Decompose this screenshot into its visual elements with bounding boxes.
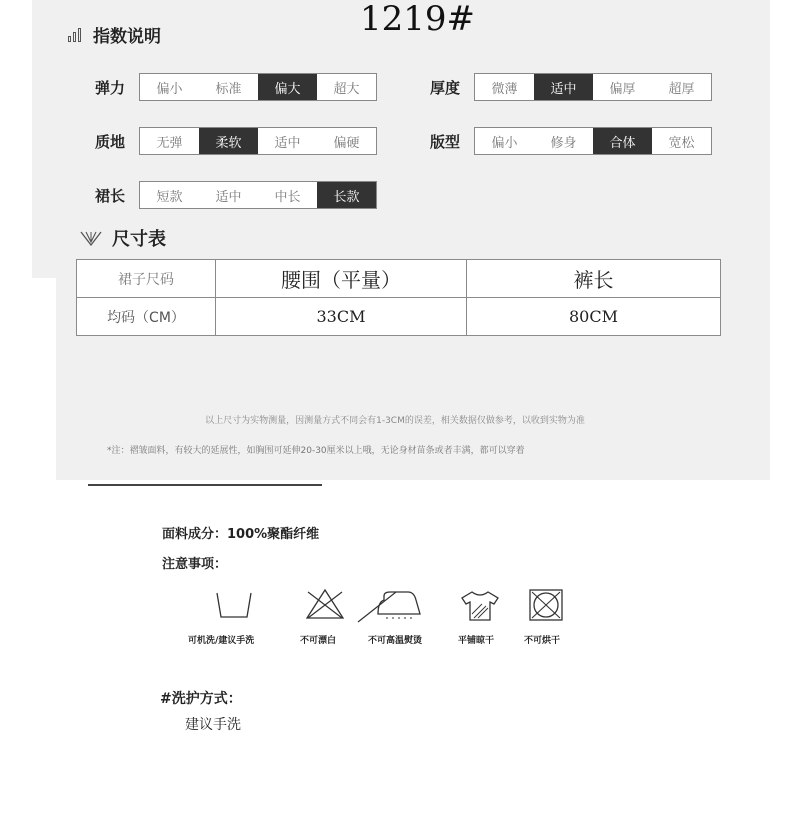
wash-method: 建议手洗: [185, 717, 241, 733]
index-option: 短款: [156, 189, 183, 205]
index-options: [139, 127, 377, 155]
hand-wash-icon: [214, 590, 254, 620]
index-option: 修身: [550, 135, 577, 151]
index-option: 偏小: [491, 135, 518, 151]
index-option: 偏硬: [333, 135, 360, 151]
index-option: 标准: [215, 81, 242, 97]
index-label: 厚度: [430, 78, 461, 97]
index-label: 裙长: [95, 186, 126, 205]
index-option: 适中: [274, 135, 301, 151]
care-title: 注意事项：: [162, 557, 228, 572]
index-row-fit: [430, 127, 712, 155]
care-label: 不可烘干: [524, 636, 561, 646]
table-cell: 均码（CM）: [77, 298, 216, 336]
size-table: [76, 259, 721, 336]
table-cell: 33CM: [216, 298, 467, 336]
size-section-title: 尺寸表: [112, 229, 166, 250]
table-header-cell: 腰围（平量）: [216, 260, 467, 298]
index-option: 适中: [215, 189, 242, 205]
no-bleach-icon: [304, 588, 346, 620]
index-row-thickness: [430, 73, 712, 101]
index-label: 版型: [430, 132, 461, 151]
index-option-selected: 适中: [534, 74, 593, 100]
divider: [88, 484, 322, 486]
index-option: 中长: [274, 189, 301, 205]
dry-flat-icon: [460, 590, 500, 622]
index-options: [139, 73, 377, 101]
index-section-header: [68, 22, 161, 47]
index-option-selected: 合体: [593, 128, 652, 154]
no-high-temp-iron-icon: [356, 588, 426, 624]
table-row: [77, 298, 721, 336]
fabric-stretch-note: *注：褶皱面料，有较大的延展性，如胸围可延伸20-30厘米以上哦，无论身材苗条或者丰满，都可以穿着: [107, 446, 525, 456]
size-section-header: [80, 225, 166, 251]
care-label: 不可漂白: [300, 636, 337, 646]
index-label: 质地: [95, 132, 126, 151]
index-option: 偏小: [156, 81, 183, 97]
index-section-title: 指数说明: [93, 27, 161, 47]
care-label: 可机洗/建议手洗: [188, 636, 255, 646]
product-code: 1219#: [360, 0, 476, 39]
no-tumble-dry-icon: [528, 588, 564, 622]
index-row-elasticity: [95, 73, 377, 101]
fabric-composition: 面料成分：100%聚酯纤维: [162, 527, 320, 542]
index-row-texture: [95, 127, 377, 155]
index-option: 超厚: [668, 81, 695, 97]
index-option: 超大: [333, 81, 360, 97]
index-option: 宽松: [668, 135, 695, 151]
index-option: 偏厚: [609, 81, 636, 97]
index-option-selected: 柔软: [199, 128, 258, 154]
index-options: [474, 73, 712, 101]
index-row-length: [95, 181, 377, 209]
index-options: [474, 127, 712, 155]
index-option: 无弹: [156, 135, 183, 151]
table-header-cell: 裤长: [467, 260, 721, 298]
index-label: 弹力: [95, 78, 126, 97]
care-label: 平铺晾干: [458, 636, 495, 646]
index-option-selected: 长款: [317, 182, 376, 208]
index-option-selected: 偏大: [258, 74, 317, 100]
table-cell: 80CM: [467, 298, 721, 336]
index-options: [139, 181, 377, 209]
measurement-note: 以上尺寸为实物测量，因测量方式不同会有1-3CM的误差，相关数据仅做参考，以收到实物为准: [205, 416, 585, 426]
table-header-cell: 裙子尺码: [77, 260, 216, 298]
care-label: 不可高温熨烫: [368, 636, 423, 646]
diamond-icon: [80, 230, 102, 246]
table-header-row: [77, 260, 721, 298]
bar-chart-icon: [68, 28, 83, 42]
index-option: 微薄: [491, 81, 518, 97]
wash-title: #洗护方式：: [160, 691, 242, 707]
